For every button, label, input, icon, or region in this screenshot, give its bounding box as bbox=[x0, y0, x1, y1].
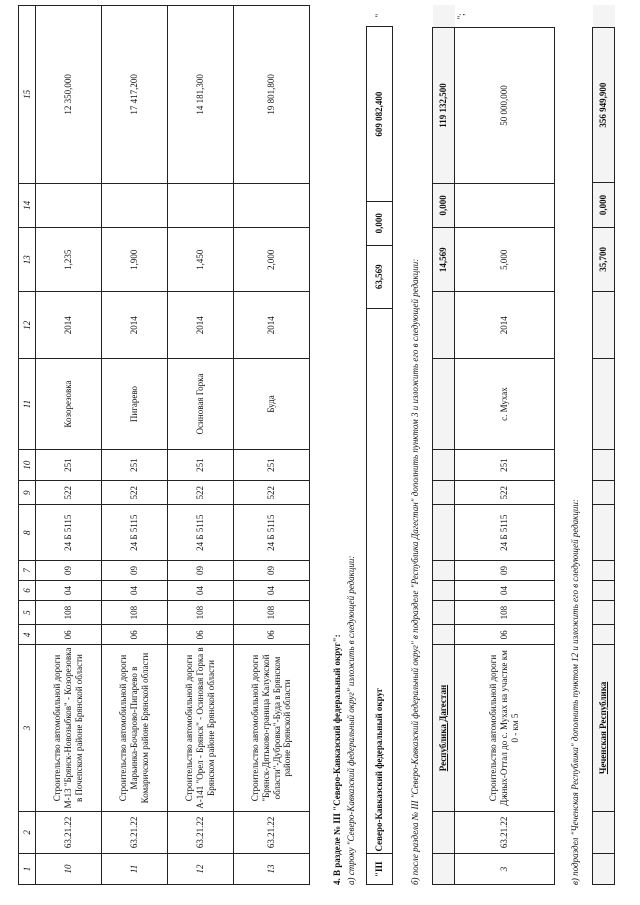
row-c13: 1,900 bbox=[102, 228, 168, 292]
subsection-row bbox=[593, 5, 615, 885]
paragraph-c: в) подраздел "Чеченская Республика" дополнить пунктом 12 и изложить его в следующей редакции: bbox=[570, 499, 580, 885]
row-number: 3 bbox=[455, 853, 555, 884]
row-c4: 06 bbox=[455, 625, 555, 645]
row-c13: 1,450 bbox=[168, 228, 234, 292]
row-c10: 251 bbox=[36, 450, 102, 481]
table-row bbox=[102, 6, 168, 885]
empty-cell bbox=[433, 359, 455, 450]
row-c14 bbox=[455, 183, 555, 227]
paragraph-a: а) строку "Северо-Кавказский федеральный округ" изложить в следующей редакции: bbox=[346, 555, 356, 885]
section-title: 4. В разделе № III "Северо-Кавказский федеральный округ": bbox=[332, 634, 342, 885]
row-c9: 522 bbox=[234, 481, 310, 505]
row-c11: с. Мухах bbox=[455, 359, 555, 450]
row-c11: Пигарево bbox=[102, 359, 168, 450]
row-c5: 108 bbox=[102, 600, 168, 624]
dagestan-table bbox=[432, 5, 555, 885]
empty-cell bbox=[433, 450, 455, 481]
district-c13: 63,569 bbox=[367, 245, 393, 308]
row-name: Строительство автомобильной дороги Марьинка-Бочарово-Пигарево в Комаричском районе Брянской области bbox=[102, 645, 168, 811]
row-c12: 2014 bbox=[234, 292, 310, 359]
row-c8: 24 Б 5115 bbox=[455, 505, 555, 560]
row-number: 12 bbox=[168, 853, 234, 884]
empty-cell bbox=[433, 505, 455, 560]
row-c6: 04 bbox=[234, 580, 310, 600]
col-header: 7 bbox=[19, 560, 36, 580]
col-header: 2 bbox=[19, 811, 36, 853]
row-c9: 522 bbox=[36, 481, 102, 505]
col-header: 3 bbox=[19, 645, 36, 811]
row-c15: 17 417,200 bbox=[102, 6, 168, 184]
col-header: 5 bbox=[19, 600, 36, 624]
empty-cell bbox=[593, 292, 615, 359]
empty-cell bbox=[433, 292, 455, 359]
row-c8: 24 Б 5115 bbox=[102, 505, 168, 560]
table-row bbox=[234, 6, 310, 885]
subsection-c15: 119 132,500 bbox=[433, 28, 455, 183]
row-c15: 50 000,000 bbox=[455, 28, 555, 183]
col-header: 6 bbox=[19, 580, 36, 600]
col-header: 9 bbox=[19, 481, 36, 505]
row-c8: 24 Б 5115 bbox=[168, 505, 234, 560]
row-name: Строительство автомобильной дороги "Брянск-Дятьково-граница Калужской области"-Дубровка"-Буда в Брянском районе Брянской области bbox=[234, 645, 310, 811]
district-number: "III bbox=[367, 854, 393, 885]
row-c7: 09 bbox=[168, 560, 234, 580]
row-c13: 2,000 bbox=[234, 228, 310, 292]
col-header: 10 bbox=[19, 450, 36, 481]
row-c9: 522 bbox=[168, 481, 234, 505]
row-c7: 09 bbox=[36, 560, 102, 580]
row-c12: 2014 bbox=[102, 292, 168, 359]
empty-cell bbox=[433, 853, 455, 884]
row-number: 10 bbox=[36, 853, 102, 884]
col-header: 11 bbox=[19, 359, 36, 450]
empty-cell bbox=[433, 580, 455, 600]
row-c6: 04 bbox=[168, 580, 234, 600]
district-end-quote: " bbox=[374, 13, 385, 18]
empty-cell bbox=[593, 560, 615, 580]
empty-cell bbox=[593, 853, 615, 884]
empty-cell bbox=[433, 6, 455, 28]
empty-cell bbox=[593, 480, 615, 504]
row-c8: 24 Б 5115 bbox=[234, 505, 310, 560]
row-c6: 04 bbox=[36, 580, 102, 600]
empty-cell bbox=[593, 811, 615, 853]
row-code: 63.21.22 bbox=[102, 811, 168, 853]
empty-cell bbox=[593, 505, 615, 561]
row-c14 bbox=[168, 183, 234, 227]
row-c12: 2014 bbox=[455, 292, 555, 359]
row-c10: 251 bbox=[168, 450, 234, 481]
subsection-name: Чеченская Республика bbox=[593, 645, 615, 812]
row-code: 63.21.22 bbox=[455, 811, 555, 853]
empty-cell bbox=[593, 580, 615, 600]
row-c8: 24 Б 5115 bbox=[36, 505, 102, 560]
district-name: Северо-Кавказский федеральный округ bbox=[367, 308, 393, 854]
row-c7: 09 bbox=[102, 560, 168, 580]
row-code: 63.21.22 bbox=[36, 811, 102, 853]
row-name: Строительство автомобильной дороги А-141 "Орел - Брянск" - Осиновая Горка в Брянском районе Брянской области bbox=[168, 645, 234, 811]
empty-cell bbox=[593, 600, 615, 624]
district-table bbox=[366, 5, 393, 885]
row-c12: 2014 bbox=[36, 292, 102, 359]
row-code: 63.21.22 bbox=[234, 811, 310, 853]
table-row bbox=[367, 5, 393, 885]
row-c14 bbox=[234, 183, 310, 227]
row-c6: 04 bbox=[102, 580, 168, 600]
col-header: 4 bbox=[19, 625, 36, 645]
col-header: 14 bbox=[19, 183, 36, 227]
row-c7: 09 bbox=[234, 560, 310, 580]
col-header: 8 bbox=[19, 505, 36, 560]
row-c5: 108 bbox=[168, 600, 234, 624]
row-c11: Осиновая Горка bbox=[168, 359, 234, 450]
empty-cell bbox=[433, 560, 455, 580]
row-c6: 04 bbox=[455, 580, 555, 600]
row-number: 11 bbox=[102, 853, 168, 884]
row-c15: 19 801,800 bbox=[234, 6, 310, 184]
row-c10: 251 bbox=[455, 450, 555, 481]
subsection-c14: 0,000 bbox=[593, 183, 615, 227]
paragraph-b: б) после раздела № III "Северо-Кавказский федеральный округ" в подразделе "Республика Дагестан" дополнить пунктом 3 и изложить его в следующей редакции: bbox=[410, 258, 420, 885]
row-c10: 251 bbox=[102, 450, 168, 481]
row-c9: 522 bbox=[102, 481, 168, 505]
subsection-c14: 0,000 bbox=[433, 183, 455, 227]
empty-cell bbox=[433, 625, 455, 645]
row-c7: 09 bbox=[455, 560, 555, 580]
empty-cell bbox=[593, 358, 615, 449]
row-c14 bbox=[36, 183, 102, 227]
empty-cell bbox=[593, 449, 615, 480]
row-name: Строительство автомобильной дороги Джных-Оттал до с. Мухах на участке км 0 - км 5 bbox=[455, 645, 555, 811]
subsection-c13: 35,700 bbox=[593, 227, 615, 291]
row-c5: 108 bbox=[36, 600, 102, 624]
col-header: 12 bbox=[19, 292, 36, 359]
row-c13: 5,000 bbox=[455, 228, 555, 292]
row-c10: 251 bbox=[234, 450, 310, 481]
table-row bbox=[36, 6, 102, 885]
row-end-quote: "; bbox=[455, 13, 466, 20]
empty-cell bbox=[593, 5, 615, 27]
empty-cell bbox=[433, 811, 455, 853]
row-c5: 108 bbox=[234, 600, 310, 624]
table-row bbox=[168, 6, 234, 885]
empty-cell bbox=[433, 600, 455, 624]
row-c15: 12 350,000 bbox=[36, 6, 102, 184]
header-row bbox=[19, 6, 36, 885]
row-c15: 14 181,300 bbox=[168, 6, 234, 184]
row-number: 13 bbox=[234, 853, 310, 884]
empty-cell bbox=[433, 481, 455, 505]
subsection-row bbox=[433, 6, 455, 885]
row-c4: 06 bbox=[168, 625, 234, 645]
col-header: 13 bbox=[19, 228, 36, 292]
row-c4: 06 bbox=[102, 625, 168, 645]
row-c4: 06 bbox=[36, 625, 102, 645]
row-c5: 108 bbox=[455, 600, 555, 624]
row-c11: Козорезовка bbox=[36, 359, 102, 450]
row-c9: 522 bbox=[455, 481, 555, 505]
row-c12: 2014 bbox=[168, 292, 234, 359]
row-c11: Буда bbox=[234, 359, 310, 450]
row-c13: 1,235 bbox=[36, 228, 102, 292]
chechnya-table bbox=[592, 5, 615, 885]
empty-cell bbox=[593, 625, 615, 645]
district-c15: 609 082,400 bbox=[367, 27, 393, 202]
row-name: Строительство автомобильной дороги М-13 "Брянск-Новозыбков" - Козорезовка в Почепском районе Брянской области bbox=[36, 645, 102, 811]
subsection-c15: 356 949,900 bbox=[593, 27, 615, 182]
table-row bbox=[455, 6, 555, 885]
col-header: 1 bbox=[19, 853, 36, 884]
subsection-c13: 14,569 bbox=[433, 228, 455, 292]
subsection-name: Республика Дагестан bbox=[433, 645, 455, 811]
row-c4: 06 bbox=[234, 625, 310, 645]
col-header: 15 bbox=[19, 6, 36, 184]
main-table bbox=[18, 5, 310, 885]
district-c14: 0,000 bbox=[367, 201, 393, 245]
row-code: 63.21.22 bbox=[168, 811, 234, 853]
row-c14 bbox=[102, 183, 168, 227]
